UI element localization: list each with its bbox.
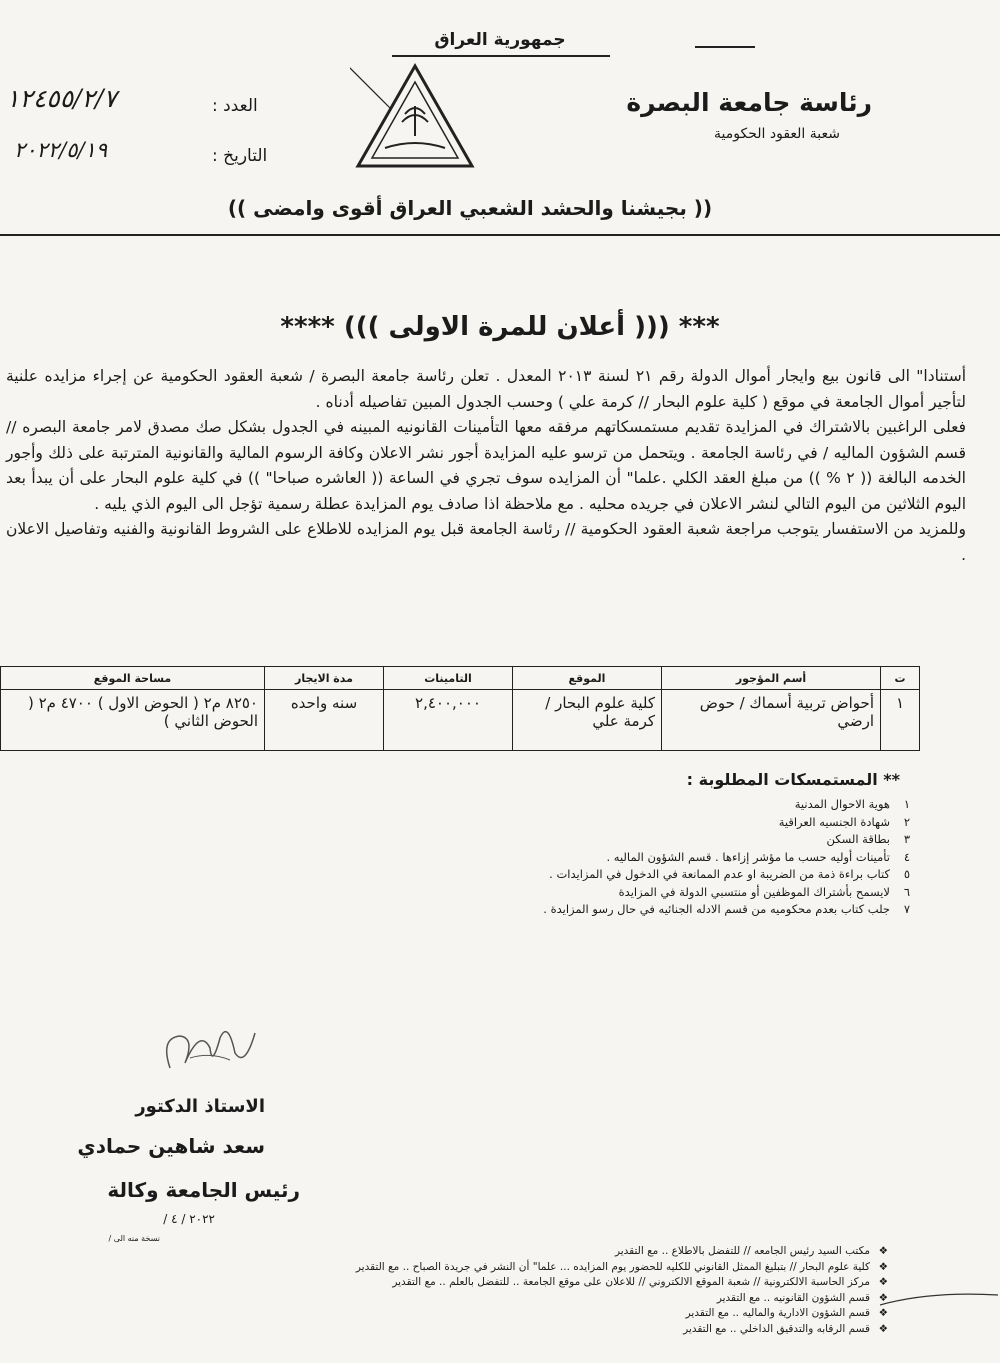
signature-scribble-icon bbox=[150, 1008, 270, 1088]
list-item: ١ هوية الاحوال المدنية bbox=[390, 796, 910, 814]
table-cell: ١ bbox=[881, 690, 920, 751]
list-item: ❖ قسم الرقابه والتدقيق الداخلي .. مع التقدير bbox=[118, 1322, 888, 1338]
column-header: مساحة الموقع bbox=[1, 667, 265, 690]
signature-date: ٢٠٢٢ / ٤ / bbox=[163, 1212, 215, 1226]
item-number: ٤ bbox=[903, 849, 910, 864]
table-cell: ٨٢٥٠ م٢ ( الحوض الاول ) ٤٧٠٠ م٢ ( الحوض الثاني ) bbox=[1, 690, 265, 751]
list-item: ٥ كتاب براءة ذمة من الضريبة او عدم الممانعة في الدخول في المزايدات . bbox=[390, 866, 910, 884]
list-item: ❖ قسم الشؤون القانونيه .. مع التقدير bbox=[118, 1291, 888, 1307]
column-header: ت bbox=[881, 667, 920, 690]
university-name: رئاسة جامعة البصرة bbox=[626, 88, 872, 117]
requirements-title: ** المستمسكات المطلوبة : bbox=[686, 770, 900, 789]
top-right-mark bbox=[695, 46, 755, 48]
bullet-icon: ❖ bbox=[878, 1291, 888, 1304]
list-item: ❖ مركز الحاسبة الالكترونية // شعبة الموقع الالكتروني // للاعلان على موقع الجامعة .. للتفضل بالعلم .. مع التقدير bbox=[118, 1275, 888, 1291]
list-item: ❖ كلية علوم البحار // بتبليغ الممثل القانوني للكليه للحضور يوم المزايده ... علما" أن النشر في جريدة الصباح .. مع التقدير bbox=[118, 1260, 888, 1276]
item-number: ٧ bbox=[903, 902, 910, 916]
list-item: ٣ بطاقة السكن bbox=[390, 831, 910, 849]
signatory-title: الاستاذ الدكتور bbox=[135, 1096, 265, 1117]
item-number: ٦ bbox=[903, 884, 910, 899]
table-cell: سنه واحده bbox=[265, 690, 384, 751]
heading-underline bbox=[392, 55, 610, 57]
list-item: ٧ جلب كتاب بعدم محكوميه من قسم الادله الجنائيه في حال رسو المزايدة . bbox=[390, 901, 910, 919]
signatory-name: سعد شاهين حمادي bbox=[77, 1134, 265, 1158]
column-header: الموقع bbox=[513, 667, 662, 690]
auction-table bbox=[0, 666, 920, 751]
pen-stroke-icon bbox=[880, 1285, 1000, 1315]
reference-number: ١٢٤٥٥/٢/٧ bbox=[6, 84, 117, 113]
column-header: أسم المؤجور bbox=[662, 667, 881, 690]
slogan: (( بجيشنا والحشد الشعبي العراق أقوى وامضى )) bbox=[227, 196, 713, 220]
table-cell: كلية علوم البحار / كرمة علي bbox=[513, 690, 662, 751]
item-number: ٥ bbox=[903, 867, 910, 881]
bullet-icon: ❖ bbox=[878, 1307, 888, 1319]
paragraph: أستنادا" الى قانون بيع وايجار أموال الدولة رقم ٢١ لسنة ٢٠١٣ المعدل . تعلن رئاسة جامعة البصرة / شعبة العقود الحكومية عن إجراء مزايده علنية لتأجير أموال الجامعة في موقع ( كلية علوم البحار // كرمة علي ) وحسب الجدول المبين تفاصيله أدناه . bbox=[6, 367, 966, 411]
cc-list bbox=[118, 1244, 888, 1337]
list-item: ٤ تأمينات أوليه حسب ما مؤشر إزاءها . قسم الشؤون الماليه . bbox=[390, 849, 910, 867]
document-date: ٢٠٢٢/٥/١٩ bbox=[14, 138, 108, 162]
requirements-list bbox=[390, 796, 910, 919]
list-item: ❖ مكتب السيد رئيس الجامعه // للتفضل بالاطلاع .. مع التقدير bbox=[118, 1244, 888, 1260]
signatory-role: رئيس الجامعة وكالة bbox=[107, 1178, 300, 1202]
column-header: التامينات bbox=[384, 667, 513, 690]
list-item: ❖ قسم الشؤون الادارية والماليه .. مع التقدير bbox=[118, 1306, 888, 1322]
paragraph: وللمزيد من الاستفسار يتوجب مراجعة شعبة العقود الحكومية // رئاسة الجامعة قبل يوم المزايده للاطلاع على الشروط القانونية والفنيه وتفاصيل الاعلان . bbox=[6, 520, 966, 564]
announcement-title: *** ((( أعلان للمرة الاولى ))) **** bbox=[280, 312, 720, 342]
table-cell: ٢,٤٠٠,٠٠٠ bbox=[384, 690, 513, 751]
header-divider bbox=[0, 234, 1000, 236]
list-item: ٦ لايسمح بأشتراك الموظفين أو منتسبي الدولة في المزايدة bbox=[390, 884, 910, 902]
cc-heading: نسخة منه الى / bbox=[108, 1234, 160, 1243]
bullet-icon: ❖ bbox=[878, 1322, 888, 1335]
table-cell: أحواض تربية أسماك / حوض ارضي bbox=[662, 690, 881, 751]
department-name: شعبة العقود الحكومية bbox=[714, 126, 840, 142]
announcement-body bbox=[6, 364, 966, 568]
column-header: مدة الايجار bbox=[265, 667, 384, 690]
item-number: ٣ bbox=[903, 832, 910, 846]
university-logo-icon bbox=[350, 58, 480, 178]
bullet-icon: ❖ bbox=[878, 1260, 888, 1273]
date-label: التاريخ : bbox=[212, 146, 268, 166]
bullet-icon: ❖ bbox=[878, 1276, 888, 1288]
table-row bbox=[1, 690, 920, 751]
bullet-icon: ❖ bbox=[878, 1245, 888, 1257]
number-label: العدد : bbox=[212, 96, 258, 116]
table-header-row bbox=[1, 667, 920, 690]
item-number: ١ bbox=[903, 797, 910, 811]
paragraph: فعلى الراغبين بالاشتراك في المزايدة تقديم مستمسكاتهم مرفقه معها التأمينات القانونيه المبينه في الجدول بشكل صك مصدق لامر جامعة البصره // قسم الشؤون الماليه / في رئاسة الجامعة . ويتحمل من ترسو عليه المزايدة أجور نشر الاعلان وكافة الرسوم المالية والقانونية المترتبة على ذلك وأجور الخدمه البالغة (( ٢ % )) من مبلغ العقد الكلي .علما" أن المزايده سوف تجري في الساعة (( العاشره صباحا" )) في كلية علوم البحار على أن يبدأ بعد اليوم الثلاثين من اليوم التالي لنشر الاعلان في جريده محليه . مع ملاحظة اذا صادف يوم المزايدة عطلة رسمية تؤجل الى اليوم الذي يليه . bbox=[6, 418, 966, 513]
item-number: ٢ bbox=[903, 814, 910, 829]
republic-heading: جمهورية العراق bbox=[434, 30, 566, 50]
list-item: ٢ شهادة الجنسيه العراقية bbox=[390, 814, 910, 832]
